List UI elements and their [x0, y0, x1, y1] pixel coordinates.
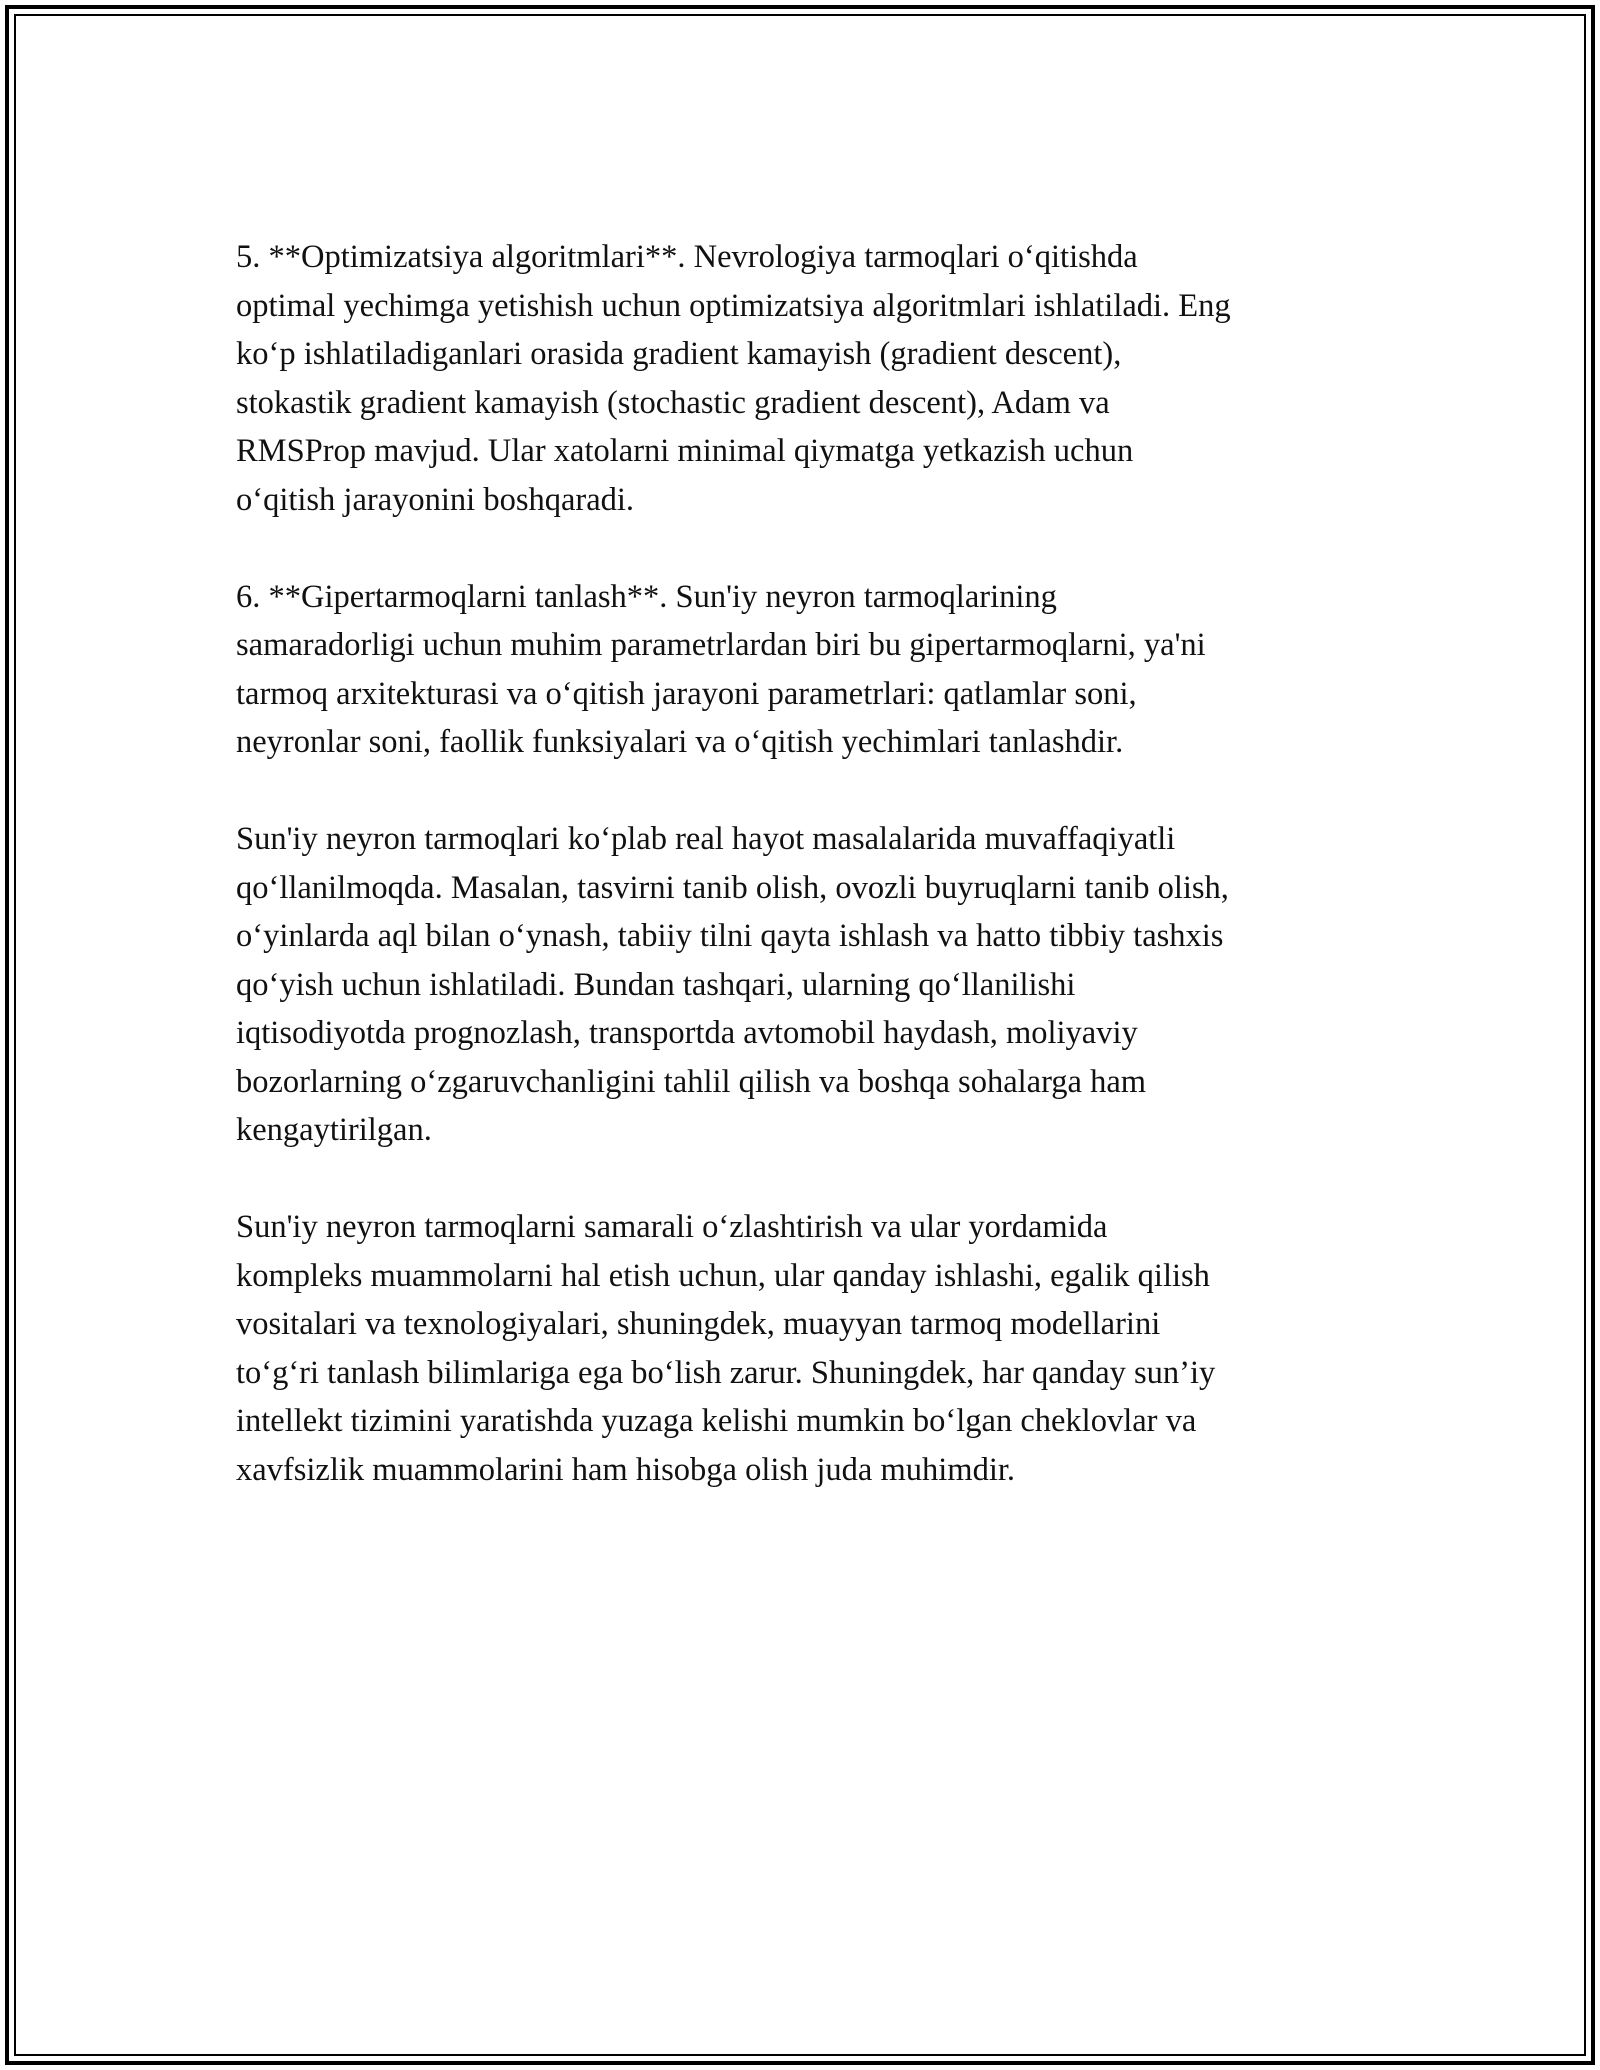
document-body [236, 233, 1366, 1494]
paragraph-hyperparameter-selection: 6. **Gipertarmoqlarni tanlash**. Sun'iy neyron tarmoqlarining samaradorligi uchun muhim parametrlardan biri bu gipertarmoqlarni, ya'ni tarmoq arxitekturasi va o‘qitish jarayoni parametrlari: qatlamlar soni, neyronlar soni, faollik funksiyalari va o‘qitish yechimlari tanlashdir. [236, 578, 1206, 760]
paragraph-conclusion: Sun'iy neyron tarmoqlarni samarali o‘zlashtirish va ular yordamida kompleks muammolarni hal etish uchun, ular qanday ishlashi, egalik qilish vositalari va texnologiyalari, shuningdek, muayyan tarmoq modellarini to‘g‘ri tanlash bilimlariga ega bo‘lish zarur. Shuningdek, har qanday sun’iy intellekt tizimini yaratishda yuzaga kelishi mumkin bo‘lgan cheklovlar va xavfsizlik muammolarini ham hisobga olish juda muhimdir. [236, 1209, 1216, 1488]
paragraph-applications: Sun'iy neyron tarmoqlari ko‘plab real hayot masalalarida muvaffaqiyatli qo‘llanilmoqda. Masalan, tasvirni tanib olish, ovozli buyruqlarni tanib olish, o‘yinlarda aql bilan o‘ynash, tabiiy tilni qayta ishlash va hatto tibbiy tashxis qo‘yish uchun ishlatiladi. Bundan tashqari, ularning qo‘llanilishi iqtisodiyotda prognozlash, transportda avtomobil haydash, moliyaviy bozorlarning o‘zgaruvchanligini tahlil qilish va boshqa sohalarga ham kengaytirilgan. [236, 821, 1229, 1148]
paragraph-optimization-algorithms: 5. **Optimizatsiya algoritmlari**. Nevrologiya tarmoqlari o‘qitishda optimal yechimga yetishish uchun optimizatsiya algoritmlari ishlatiladi. Eng ko‘p ishlatiladiganlari orasida gradient kamayish (gradient descent), stokastik gradient kamayish (stochastic gradient descent), Adam va RMSProp mavjud. Ular xatolarni minimal qiymatga yetkazish uchun o‘qitish jarayonini boshqaradi. [236, 239, 1231, 518]
